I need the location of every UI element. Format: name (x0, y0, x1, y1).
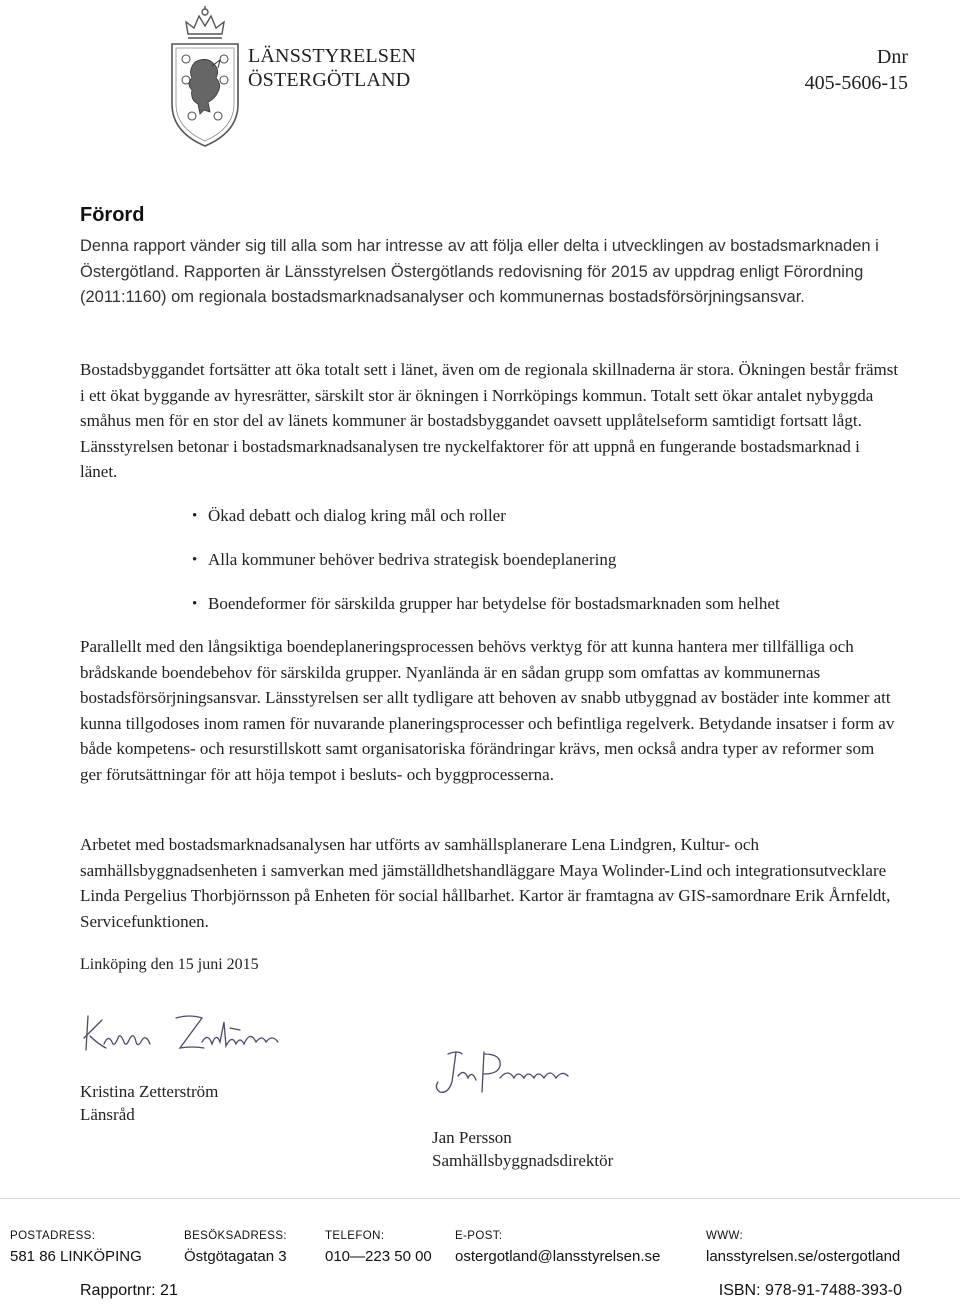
www-label: WWW: (706, 1230, 744, 1242)
list-item (192, 590, 780, 634)
isbn: ISBN: 978-91-7488-393-0 (718, 1282, 902, 1299)
org-line-1: LÄNSSTYRELSEN (248, 45, 417, 67)
epost-value: ostergotland@lansstyrelsen.se (455, 1248, 661, 1265)
list-item (192, 546, 780, 590)
organization-name (248, 44, 416, 92)
besoksadress-value: Östgötagatan 3 (184, 1248, 287, 1265)
telefon-value: 010—223 50 00 (325, 1248, 432, 1265)
paragraph-authors: Arbetet med bostadsmarknadsanalysen har utförts av samhällsplanerare Lena Lindgren, Kultur- och samhällsbyggnadsenheten i samverkan med jämställdhetshandläggare Maya Wolinder-Lind och integrationsutvecklare Linda Pergelius Thorbjörnsson på Enheten för social hållbarhet. Kartor är framtagna av GIS-samordnare Erik Årnfeldt, Servicefunktionen. (80, 835, 891, 931)
dnr-value: 405-5606-15 (804, 72, 908, 94)
signature-jan-persson (428, 1048, 588, 1104)
footer-epost (455, 1229, 660, 1267)
signatory-1 (80, 1080, 218, 1126)
besoksadress-label: BESÖKSADRESS: (184, 1230, 287, 1242)
telefon-label: TELEFON: (325, 1230, 385, 1242)
paragraph-housing-needs: Parallellt med den långsiktiga boendeplaneringsprocessen behövs verktyg för att kunna hantera mer tillfälliga och brådskande boendebehov för särskilda grupper. Nyanlända är en sådan grupp som omfattas av kommunernas bostadsförsörjningsansvar. Länsstyrelsen ser allt tydligare att behoven av snabb utbyggnad av bostäder inte kommer att kunna tillgodoses inom ramen för nuvarande planeringsprocesser och befintliga regelverk. Betydande insatser i form av både kompetens- och resurstillskott samt organisatoriska förändringar krävs, men också andra typer av reformer som ger förutsättningar för att höja tempot i besluts- och byggprocesserna. (80, 637, 895, 784)
signature-kristina-zetterstrom (80, 1008, 290, 1058)
www-value: lansstyrelsen.se/ostergotland (706, 1248, 901, 1265)
list-item (192, 502, 780, 546)
bullet-icon: • (192, 508, 198, 524)
bullet-icon: • (192, 552, 198, 568)
paragraph-building: Bostadsbyggandet fortsätter att öka totalt sett i länet, även om de regionala skillnaderna är stora. Ökningen består främst i ett ökat byggande av hyresrätter, särskilt stor är ökningen i Norrköpings kommun. Totalt sett ökar antalet nybyggda småhus men för en stor del av länets kommuner är bostadsbyggandet oavsett upplåtelseform samtidigt fortsatt lågt. Länsstyrelsen betonar i bostadsmarknadsanalysen tre nyckelfaktorer för att uppnå en fungerande bostadsmarknad i länet. (80, 360, 899, 481)
signatory-2-title: Samhällsbyggnadsdirektör (432, 1151, 614, 1170)
postadress-label: POSTADRESS: (10, 1230, 96, 1242)
bullet-icon: • (192, 596, 198, 612)
document-number (805, 44, 908, 96)
place-and-date: Linköping den 15 juni 2015 (80, 956, 259, 973)
signatory-2 (432, 1126, 613, 1172)
footer-postadress (10, 1229, 142, 1267)
footer-divider (0, 1198, 960, 1199)
signatory-1-title: Länsråd (80, 1105, 135, 1124)
coat-of-arms-icon (162, 4, 248, 150)
footer-www (706, 1229, 900, 1267)
section-heading: Förord (80, 204, 145, 226)
epost-label: E-POST: (455, 1230, 503, 1242)
signatory-1-name: Kristina Zetterström (80, 1082, 219, 1101)
list-item-text: Boendeformer för särskilda grupper har betydelse för bostadsmarknaden som helhet (208, 594, 780, 613)
list-item-text: Alla kommuner behöver bedriva strategisk boendeplanering (208, 550, 617, 569)
dnr-label: Dnr (876, 46, 908, 68)
org-line-2: ÖSTERGÖTLAND (248, 69, 411, 91)
footer-besoksadress (184, 1229, 287, 1267)
report-number: Rapportnr: 21 (80, 1282, 178, 1299)
list-item-text: Ökad debatt och dialog kring mål och roller (208, 506, 506, 525)
paragraph-intro: Denna rapport vänder sig till alla som har intresse av att följa eller delta i utvecklingen av bostadsmarknaden i Östergötland. Rapporten är Länsstyrelsen Östergötlands redovisning för 2015 av uppdrag enligt Förordning (2011:1160) om regionala bostadsmarknadsanalyser och kommunernas bostadsförsörjningsansvar. (80, 237, 879, 306)
postadress-value: 581 86 LINKÖPING (10, 1248, 142, 1265)
footer-telefon (325, 1229, 435, 1267)
signatory-2-name: Jan Persson (432, 1128, 512, 1147)
key-factors-list (192, 502, 780, 634)
